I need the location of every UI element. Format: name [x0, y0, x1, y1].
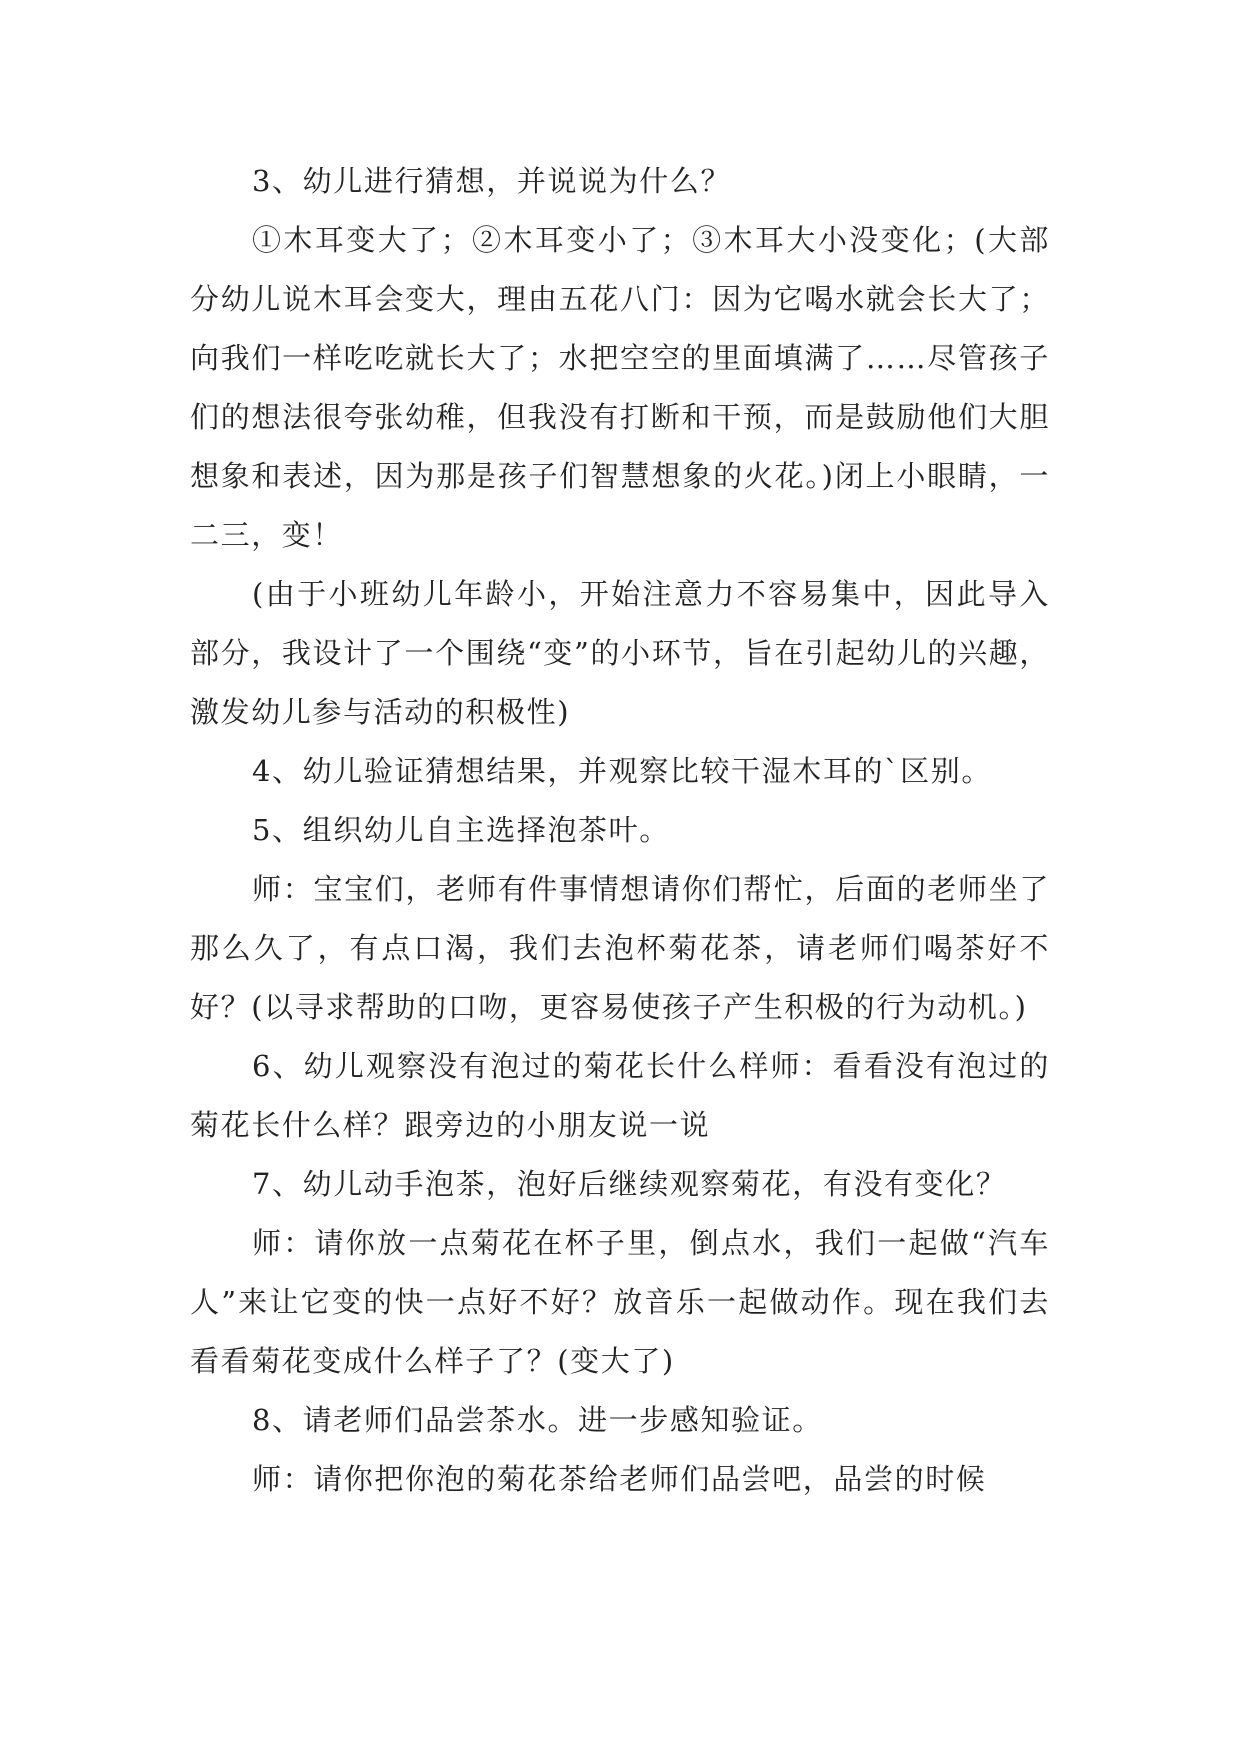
- paragraph-step-8: 8、请老师们品尝茶水。进一步感知验证。: [252, 1403, 823, 1437]
- paragraph-teacher-instruction: 师：请你放一点菊花在杯子里，倒点水，我们一起做“汽车人”来让它变的快一点好不好？放音乐一起做动作。现在我们去看看菊花变成什么样子了？(变大了): [190, 1226, 1050, 1378]
- paragraph-teacher-request: 师：宝宝们，老师有件事情想请你们帮忙，后面的老师坐了那么久了，有点口渴，我们去泡杯菊花茶，请老师们喝茶好不好？(以寻求帮助的口吻，更容易使孩子产生积极的行为动机。): [190, 872, 1050, 1024]
- paragraph-design-note: (由于小班幼儿年龄小，开始注意力不容易集中，因此导入部分，我设计了一个围绕“变”的小环节，旨在引起幼儿的兴趣，激发幼儿参与活动的积极性): [190, 577, 1050, 729]
- paragraph-step-7: 7、幼儿动手泡茶，泡好后继续观察菊花，有没有变化？: [252, 1167, 1007, 1201]
- paragraph-guesses: ①木耳变大了；②木耳变小了；③木耳大小没变化；(大部分幼儿说木耳会变大，理由五花八门：因为它喝水就会长大了；向我们一样吃吃就长大了；水把空空的里面填满了……尽管孩子们的想法很夸张幼稚，但我没有打断和干预，而是鼓励他们大胆想象和表述，因为那是孩子们智慧想象的火花。)闭上小眼睛，一二三，变！: [190, 223, 1050, 552]
- paragraph-step-5: 5、组织幼儿自主选择泡茶叶。: [252, 813, 670, 847]
- paragraph-teacher-tasting: 师：请你把你泡的菊花茶给老师们品尝吧，品尝的时候: [252, 1462, 987, 1496]
- paragraph-step-3: 3、幼儿进行猜想，并说说为什么？: [252, 164, 732, 198]
- paragraph-step-6: 6、幼儿观察没有泡过的菊花长什么样师：看看没有泡过的菊花长什么样？跟旁边的小朋友说一说: [190, 1049, 1050, 1142]
- document-body: [190, 152, 1050, 1509]
- paragraph-step-4: 4、幼儿验证猜想结果，并观察比较干湿木耳的`区别。: [252, 754, 992, 788]
